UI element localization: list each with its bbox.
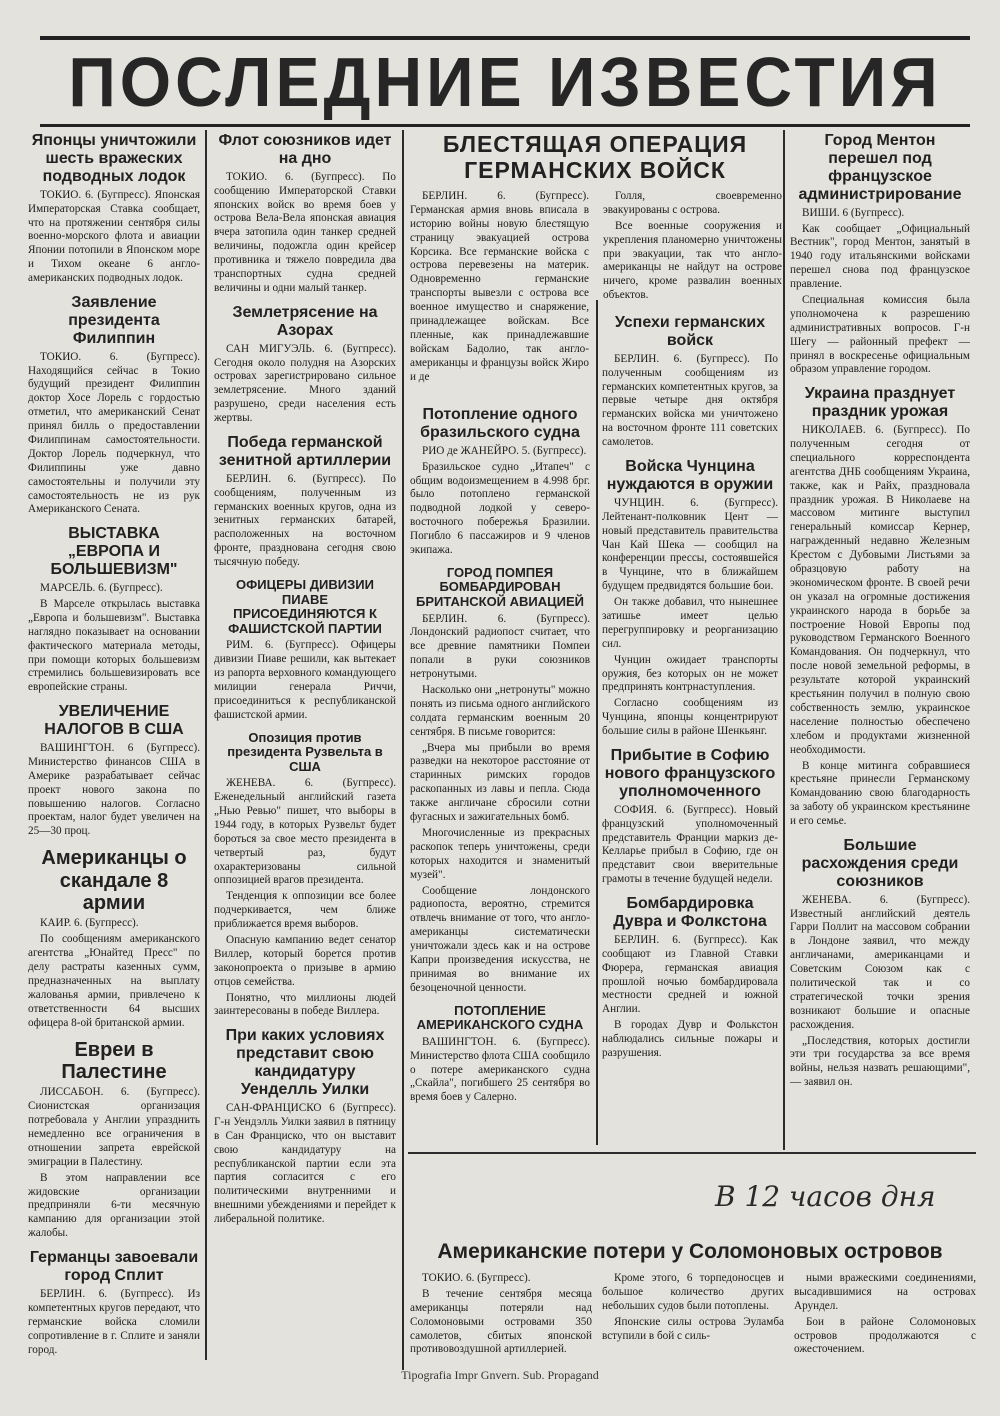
article-paragraph: Бои в районе Соломоновых островов продолжаются с ожесточением. xyxy=(794,1315,976,1356)
lead-left-column xyxy=(410,190,589,386)
article-paragraph: БЕРЛИН. 6. (Бугпресс). Как сообщают из Главной Ставки Фюрера, германская авиация прошлой ночью бомбардировала местности средней и южной Англии. xyxy=(602,933,778,1016)
article-headline: Заявление президента Филиппин xyxy=(68,293,160,347)
article-paragraph: Все военные сооружения и укрепления планомерно уничтожены при эвакуации, так что англо-американцы не найдут на острове ничего, кроме развалин военных объектов. xyxy=(603,219,782,302)
column-3 xyxy=(410,402,590,1147)
article-paragraph: ЖЕНЕВА. 6. (Бугпресс). Известный английский деятель Гарри Поллит на массовом собрании в Лондоне заявил, что между англичанами, американцами и Советским Союзом как с политической так и со стратегической точки зрения возникают большие и опасные расхождения. xyxy=(790,893,970,1031)
lead-headline: БЛЕСТЯЩАЯ ОПЕРАЦИЯ ГЕРМАНСКИХ ВОЙСК xyxy=(442,131,748,183)
article xyxy=(28,525,200,695)
column-1 xyxy=(28,128,200,1368)
article xyxy=(214,132,396,296)
article-paragraph: САН-ФРАНЦИСКО 6 (Бугпресс). Г-н Уендэлль Уилки заявил в пятницу в Сан Франциско, что он выставит свою кандидатуру на республиканской партии если эта партия согласится с его политическими внутренними и внешними убеждениями и перейдет к либеральной политике. xyxy=(214,1101,396,1226)
article-headline: ПОТОПЛЕНИЕ АМЕРИКАНСКОГО СУДНА xyxy=(416,1002,584,1033)
noon-edition-label: В 12 часов дня xyxy=(715,1180,936,1213)
printer-imprint: Tipografia Impr Gnvern. Sub. Propagand xyxy=(401,1368,599,1382)
article-paragraph: Бразильское судно „Итапеч" с общим водоизмещением в 4.998 брг. было потоплено германской подводной лодкой у северо-восточного побережья Бразилии. Погибло 6 пассажиров и 9 членов экипажа. xyxy=(410,460,590,557)
article-paragraph: „Последствия, которых достигли эти три государства за все время войны, нельзя назвать решающими", — заявил он. xyxy=(790,1034,970,1089)
article-paragraph: КАИР. 6. (Бугпресс). xyxy=(40,917,139,930)
column-5 xyxy=(790,128,970,1148)
article xyxy=(214,434,396,570)
article-paragraph: БЕРЛИН. 6. (Бугпресс). Из компетентных кругов передают, что германские войска сломили сопротивление в г. Сплите и заняли город. xyxy=(28,1287,200,1356)
article-paragraph: Чунцин ожидает транспорты оружия, без которых он не может предпринять контрнаступления. xyxy=(602,653,778,694)
article xyxy=(28,132,200,286)
article-headline: Город Ментон перешел под французское администрирование xyxy=(798,132,962,203)
article-paragraph: Голля, своевременно эвакуированы с острова. xyxy=(603,190,782,216)
column-rule xyxy=(783,130,785,1150)
article xyxy=(410,1004,590,1106)
article-paragraph: БЕРЛИН. 6. (Бугпресс). По сообщениям, полученным из германских военных кругов, одна из зенитных германских батарей, расположенных на восточном фронте, празднована сегодня свою тысячную победу. xyxy=(214,472,396,569)
article-headline: Успехи германских войск xyxy=(614,314,766,349)
article-headline: Прибытие в Софию нового французского уполномоченного xyxy=(604,747,776,800)
section-rule xyxy=(408,1152,976,1154)
article-paragraph: БЕРЛИН. 6. (Бугпресс). По полученным сообщениям из германских компетентных кругов, за первые четыре дня октября германских войска ми уничтожено на восточном фронте 111 советских самолетов. xyxy=(602,352,778,449)
solomon-column xyxy=(410,1272,592,1359)
article-paragraph: СОФИЯ. 6. (Бугпресс). Новый французский уполномоченный представитель Франции маркиз де-Келларье прибыл в Софию, где он представит свои вверительные грамоты в течение будущей недели. xyxy=(602,803,778,886)
article-paragraph: РИМ. 6. (Бугпресс). Офицеры дивизии Пиаве решили, как вытекает из рапорта верховного командующего милиции генерала Риччи, присоединиться к республиканской фашистской армии. xyxy=(214,639,396,721)
article-paragraph: ТОКИО. 6. (Бугпресс). По сообщению Императорской Ставки японских войск во время боев у острова Вела-Вела японская авиация вчера затопила один танкер средней величины, подожгла один крейсер противника и тяжело повредила два транспортных судна средней величины и одни малый танкер. xyxy=(214,170,396,294)
article-headline: Евреи в Палестине xyxy=(61,1038,167,1083)
article-headline: Японцы уничтожили шесть вражеских подводных лодок xyxy=(31,132,197,185)
article-paragraph: Сообщение лондонского радиопоста, вероятно, стремится отвлечь внимание от того, что англо-американцы систематически уничтожали здесь как и на острове Капри произведения искусства, не принимая во внимание их безоценочной ценности. xyxy=(410,884,590,994)
article-paragraph: ТОКИО. 6. (Бугпресс). Японская Императорская Ставка сообщает, что на протяжении сентября силы военно-морского флота и авиации Японии потопили в Японском море и Тихом океане 6 англо-американских подводных лодок. xyxy=(28,188,200,285)
article xyxy=(602,895,778,1061)
solomon-column xyxy=(602,1272,784,1359)
column-rule xyxy=(402,130,404,1370)
article xyxy=(28,703,200,839)
article xyxy=(602,314,778,450)
article-headline: УВЕЛИЧЕНИЕ НАЛОГОВ В США xyxy=(44,703,184,739)
article-paragraph: ЖЕНЕВА. 6. (Бугпресс). Еженедельный английский газета „Нью Ревью" пишет, что выборы в 1944 году, в которых Рузвельт будет бороться за свое место президента в четвертый раз, будут охарактеризованы сильной оппозицией врагов президента. xyxy=(214,777,396,887)
article-paragraph: ЛИССАБОН. 6. (Бугпресс). Сионистская организация потребовала у Англии упразднить немедленно все ограничения в отношении запрета еврейской эмиграции в Палестину. xyxy=(28,1086,200,1168)
article-paragraph: Понятно, что миллионы людей заинтересованы в победе Виллера. xyxy=(214,991,396,1018)
article-paragraph: ными вражескими соединениями, высадившимися на островах Арундел. xyxy=(794,1272,976,1312)
article-headline: ВЫСТАВКА „ЕВРОПА И БОЛЬШЕВИЗМ" xyxy=(50,525,178,579)
article-paragraph: БЕРЛИН. 6. (Бугпресс). Лондонский радиопост считает, что все древние памятники Помпеи попали в руки союзников нетронутыми. xyxy=(410,612,590,681)
article-paragraph: Многочисленные из прекрасных раскопок теперь уничтожены, среди которых находится и знаменитый музей". xyxy=(410,826,590,881)
article-paragraph: НИКОЛАЕВ. 6. (Бугпресс). По полученным сегодня от специального корреспондента агентства ДНБ сообщениям Украина, также, как и Райх, праздновала праздник урожая. В Николаеве на массовом митинге выступил генеральный комиссар Кернер, награжденный недавно Железным Крестом с Дубовыми Листьями за образцовую работу на экономическом фронте. В своей речи он указал на огромные достижения украинского народа в борьбе за построение Новой Европы под руководством Германского Военного Командования. Он подчеркнул, что после новой земельной реформы, в результате которой украинский крестьянин получил в полную свою собственность землю, украинское население полностью обеспечено хлебом и продуктами жизненной необходимости. xyxy=(790,424,970,756)
article-paragraph: Он также добавил, что нынешнее затишье имеет целью перегруппировку и реорганизацию сил. xyxy=(602,596,778,650)
article-headline: Флот союзников идет на дно xyxy=(218,132,392,167)
article-paragraph: РИО де ЖАНЕЙРО. 5. (Бугпресс). xyxy=(422,444,587,457)
article-paragraph: В течение сентября месяца американцы потеряли над Соломоновыми островами 350 самолетов, сбитых японской противовоздушной артиллерией. xyxy=(410,1287,592,1356)
article-paragraph: Опасную кампанию ведет сенатор Виллер, который борется против законопроекта о призыве в армию отцов семейства. xyxy=(214,934,396,988)
column-rule xyxy=(596,300,598,1145)
article-headline: При каких условиях представит свою кандидатуру Уенделль Уилки xyxy=(225,1027,385,1099)
article xyxy=(790,385,970,829)
article-paragraph: В городах Дувр и Фолькстон наблюдались сильные пожары и разрушения. xyxy=(602,1019,778,1059)
article-paragraph: По сообщениям американского агентства „Юнайтед Пресс" по делу растраты казенных сумм, предназначенных на выплату жалованья армии, привлечено к ответственности 64 высших офицера 8-ой британской армии. xyxy=(28,933,200,1029)
article-headline: ОФИЦЕРЫ ДИВИЗИИ ПИАВЕ ПРИСОЕДИНЯЮТСЯ К ФАШИСТСКОЙ ПАРТИИ xyxy=(228,577,382,636)
article xyxy=(214,1027,396,1227)
article-paragraph: ВАШИНГТОН. 6. (Бугпресс). Министерство флота США сообщило о потере американского судна „Скайла", погибшего 25 сентября во время боев у Салерно. xyxy=(410,1035,590,1104)
article-paragraph: ТОКИО. 6. (Бугпресс). Находящийся сейчас в Токио будущий президент Филиппин доктор Хосе Лорель с гордостью отметил, что американский Сенат принял билль о предоставлении Филиппинам самостоятельности. Доктор Лорель подчеркнул, что Филиппины уже давно самостоятельны и получили эту самостоятельность не из рук Американского Сената. xyxy=(28,350,200,516)
article-paragraph: Специальная комиссия была уполномочена к разрешению административных вопросов. Г-н Шегу — районный префект — принял в воскресенье официальным образом управление городом. xyxy=(790,293,970,376)
column-4 xyxy=(602,310,778,1150)
article-headline: ГОРОД ПОМПЕЯ БОМБАРДИРОВАН БРИТАНСКОЙ АВИАЦИЕЙ xyxy=(415,564,584,610)
article xyxy=(602,458,778,739)
article xyxy=(28,1249,200,1357)
article-paragraph: ТОКИО. 6. (Бугпресс). xyxy=(422,1272,531,1284)
column-2 xyxy=(214,128,396,1368)
article-paragraph: БЕРЛИН. 6. (Бугпресс). Германская армия вновь вписала в историю войны новую блестящую страницу эвакуацией острова Корсика. Все германские войска с острова перевезены на материк. Одновременно германские транспорты вывезли с острова все военное имущество и снаряжение, принадлежащее войскам. Все пленные, как принадлежавшие войскам Бадолио, так англо-американцы и французы войск Жиро и де xyxy=(410,190,589,383)
article-paragraph: В Марселе открылась выставка „Европа и большевизм". Выставка наглядно показывает на основании фактического материала методы, при помощи которых большевизм стремились большевизировать все европейские страны. xyxy=(28,597,200,694)
article xyxy=(28,294,200,517)
article xyxy=(410,406,590,558)
article-headline: Землетрясение на Азорах xyxy=(232,303,378,339)
article-paragraph: МАРСЕЛЬ. 6. (Бугпресс). xyxy=(40,582,163,595)
article-paragraph: Кроме этого, 6 торпедоносцев и большое количество других небольших судов были потоплены. xyxy=(602,1272,784,1312)
article-paragraph: САН МИГУЭЛЬ. 6. (Бугпресс). Сегодня около полудня на Азорских островах зарегистрировано сильное землетрясение. Много зданий разрушено, среди населения есть жертвы. xyxy=(214,342,396,425)
article xyxy=(214,304,396,426)
article-paragraph: Насколько они „нетронуты" можно понять из письма одного английского солдата германским военным 20 сентября. В письме говорится: xyxy=(410,684,590,738)
article-headline: Потопление одного бразильского судна xyxy=(420,406,580,441)
solomon-headline: Американские потери у Соломоновых островов xyxy=(437,1240,943,1263)
article-headline: Бомбардировка Дувра и Фолкстона xyxy=(613,895,767,930)
article xyxy=(602,747,778,887)
article-paragraph: ВАШИНГТОН. 6 (Бугпресс). Министерство финансов США в Америке разрабатывает сейчас проект нового закона по повышению налогов. Согласно проектам, налог будет увеличен на 25—30 проц. xyxy=(28,742,200,838)
article-headline: Украина празднует праздник урожая xyxy=(804,385,956,421)
article-paragraph: Согласно сообщениям из Чунцина, японцы концентрируют большие силы в районе Шенкьянг. xyxy=(602,697,778,738)
masthead-title: ПОСЛЕДНИЕ ИЗВЕСТИЯ xyxy=(68,43,942,121)
article xyxy=(790,132,970,377)
article-paragraph: В этом направлении все жидовские организации предприняли 6-ти месячную кампанию для организации этой жалобы. xyxy=(28,1171,200,1240)
article xyxy=(214,578,396,723)
article xyxy=(410,566,590,996)
article-headline: Опозиция против президента Рузвельта в США xyxy=(227,729,383,774)
article xyxy=(214,731,396,1020)
article-paragraph: ЧУНЦИН. 6. (Бугпресс). Лейтенант-полковник Цент — новый представитель правительства Чан Кай Шека — сообщил на конференции прессы, состоявшейся в Чунцине, что в ближайшем будущем предвидятся большие бои. xyxy=(602,496,778,593)
article xyxy=(790,837,970,1090)
article-headline: Победа германской зенитной артиллерии xyxy=(218,433,392,469)
column-rule xyxy=(205,130,207,1360)
article xyxy=(28,1039,200,1242)
article-paragraph: „Вчера мы прибыли во время разведки на некоторое расстояние от старинных римских городов раскопанных из лавы и пепла. Сюда также англичане сбросили сотни фугасных и зажигательных бомб. xyxy=(410,741,590,824)
article-headline: Американцы о скандале 8 армии xyxy=(41,847,187,915)
article-paragraph: Японские силы острова Эуламба вступили в бой с силь- xyxy=(602,1315,784,1342)
article-headline: Большие расхождения среди союзников xyxy=(801,836,959,890)
article-headline: Войска Чунцина нуждаются в оружии xyxy=(606,458,774,493)
masthead xyxy=(40,36,970,127)
article xyxy=(28,847,200,1030)
article-paragraph: В конце митинга собравшиеся крестьяне принесли Германскому Командованию свою благодарность за заботу об украинском крестьянине и его семье. xyxy=(790,759,970,828)
solomon-article xyxy=(410,1272,976,1359)
article-headline: Германцы завоевали город Сплит xyxy=(29,1249,199,1285)
solomon-column xyxy=(794,1272,976,1359)
article-paragraph: ВИШИ. 6 (Бугпресс). xyxy=(802,206,905,219)
article-paragraph: Тенденция к оппозиции все более подчеркивается, чем ближе приближается время выборов. xyxy=(214,890,396,931)
article-paragraph: Как сообщает „Официальный Вестник", город Ментон, занятый в 1940 году итальянскими войсками перешел снова под французское правление. xyxy=(790,222,970,291)
